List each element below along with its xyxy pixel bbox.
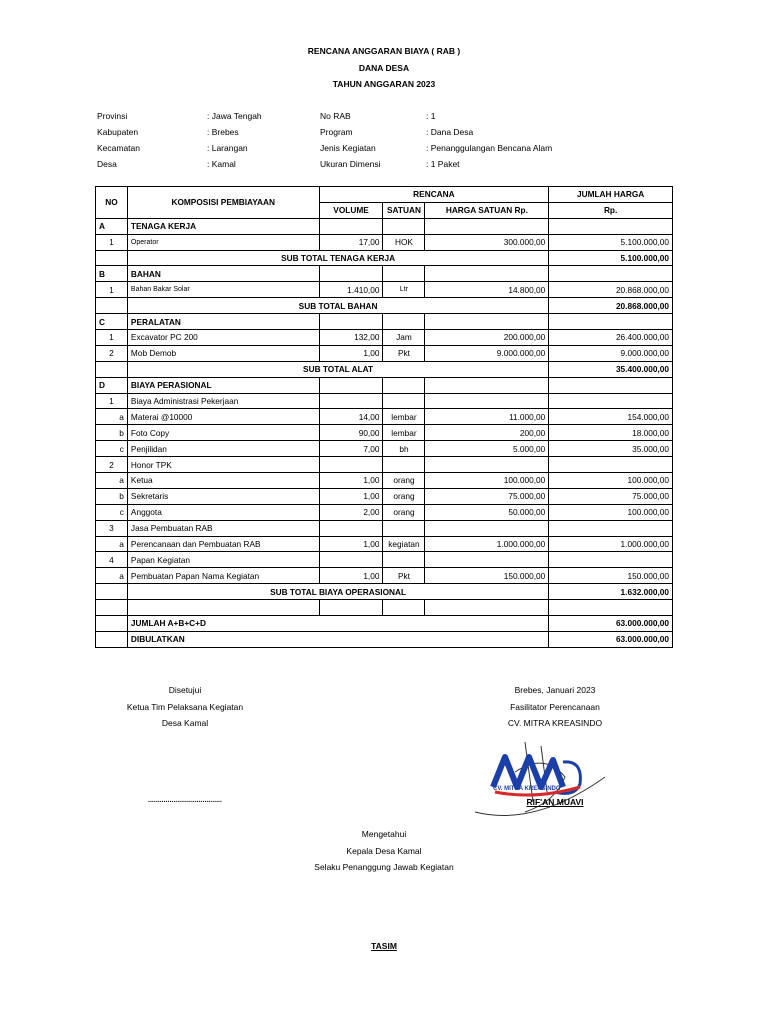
header-rp: Rp. (549, 202, 673, 218)
info-label: Program (320, 127, 353, 137)
section-row (96, 377, 673, 393)
group-no: 3 (96, 520, 128, 536)
item-harga: 14.800,00 (425, 282, 549, 298)
subtotal-label: SUB TOTAL BIAYA OPERASIONAL (127, 584, 548, 600)
item-satuan: orang (383, 488, 425, 504)
item-jumlah: 35.000,00 (549, 441, 673, 457)
item-jumlah: 5.100.000,00 (549, 234, 673, 250)
item-harga: 75.000,00 (425, 488, 549, 504)
item-harga: 200.000,00 (425, 330, 549, 346)
item-sub: b (96, 425, 128, 441)
acknowledged-heading: Mengetahui (361, 829, 407, 839)
stamp-text: CV. MITRA KREASINDO (493, 786, 561, 792)
section-row (96, 218, 673, 234)
header-jumlah: JUMLAH HARGA (549, 187, 673, 203)
item-satuan: kegiatan (383, 536, 425, 552)
item-no: 1 (96, 234, 128, 250)
info-value: : 1 (426, 111, 436, 121)
section-code: B (96, 266, 128, 282)
header-rencana: RENCANA (319, 187, 549, 203)
group-no: 1 (96, 393, 128, 409)
group-name: Papan Kegiatan (127, 552, 319, 568)
item-satuan: lembar (383, 425, 425, 441)
item-harga: 5.000,00 (425, 441, 549, 457)
group-no: 2 (96, 457, 128, 473)
item-satuan: orang (383, 504, 425, 520)
subtotal-row (96, 250, 673, 266)
info-value: : Brebes (207, 127, 239, 137)
item-sub: a (96, 473, 128, 489)
group-name: Biaya Administrasi Pekerjaan (127, 393, 319, 409)
group-row (96, 457, 673, 473)
header-no: NO (96, 187, 128, 219)
item-no: 1 (96, 330, 128, 346)
table-row (96, 330, 673, 346)
subtotal-label: SUB TOTAL TENAGA KERJA (127, 250, 548, 266)
item-volume: 1,00 (319, 473, 383, 489)
group-no: 4 (96, 552, 128, 568)
item-harga: 9.000.000,00 (425, 345, 549, 361)
item-volume: 2,00 (319, 504, 383, 520)
item-name: Penjilidan (127, 441, 319, 457)
rounded-row (96, 631, 673, 647)
facilitator-role: Fasilitator Perencanaan (510, 702, 600, 712)
item-satuan: Pkt (383, 345, 425, 361)
rab-table (95, 186, 673, 648)
item-harga: 200,00 (425, 425, 549, 441)
rounded-value: 63.000.000,00 (549, 631, 673, 647)
section-row (96, 266, 673, 282)
table-row (96, 409, 673, 425)
info-label: Jenis Kegiatan (320, 143, 376, 153)
group-name: Honor TPK (127, 457, 319, 473)
subtotal-value: 20.868.000,00 (549, 298, 673, 314)
facilitator-company: CV. MITRA KREASINDO (507, 718, 603, 728)
section-code: D (96, 377, 128, 393)
item-volume: 1.410,00 (319, 282, 383, 298)
doc-title: RENCANA ANGGARAN BIAYA ( RAB ) (307, 46, 461, 56)
doc-subtitle: DANA DESA (358, 63, 410, 73)
item-volume: 1,00 (319, 488, 383, 504)
item-sub: c (96, 504, 128, 520)
section-code: A (96, 218, 128, 234)
section-name: PERALATAN (127, 314, 319, 330)
approver-role: Ketua Tim Pelaksana Kegiatan (126, 702, 244, 712)
item-jumlah: 9.000.000,00 (549, 345, 673, 361)
item-volume: 1,00 (319, 536, 383, 552)
info-label: Kecamatan (97, 143, 140, 153)
table-row (96, 536, 673, 552)
item-jumlah: 75.000,00 (549, 488, 673, 504)
header-harga: HARGA SATUAN Rp. (425, 202, 549, 218)
subtotal-label: SUB TOTAL ALAT (127, 361, 548, 377)
item-name: Anggota (127, 504, 319, 520)
section-row (96, 314, 673, 330)
item-name: Mob Demob (127, 345, 319, 361)
section-name: BAHAN (127, 266, 319, 282)
item-volume: 132,00 (319, 330, 383, 346)
item-satuan: lembar (383, 409, 425, 425)
item-no: 2 (96, 345, 128, 361)
info-value: : Jawa Tengah (207, 111, 262, 121)
subtotal-row (96, 298, 673, 314)
item-jumlah: 26.400.000,00 (549, 330, 673, 346)
info-label: Ukuran Dimensi (320, 159, 381, 169)
info-label: No RAB (320, 111, 351, 121)
item-jumlah: 18.000,00 (549, 425, 673, 441)
table-row (96, 568, 673, 584)
table-row (96, 425, 673, 441)
village-head-name: TASIM (371, 941, 397, 951)
item-satuan: bh (383, 441, 425, 457)
approver-name-placeholder: ...................................... (148, 797, 222, 804)
subtotal-value: 35.400.000,00 (549, 361, 673, 377)
table-header-row (96, 187, 673, 203)
blank-row (96, 600, 673, 616)
item-name: Excavator PC 200 (127, 330, 319, 346)
item-volume: 1,00 (319, 568, 383, 584)
subtotal-row (96, 584, 673, 600)
item-volume: 1,00 (319, 345, 383, 361)
item-sub: a (96, 536, 128, 552)
approver-heading: Disetujui (168, 685, 202, 695)
item-satuan: orang (383, 473, 425, 489)
info-label: Provinsi (97, 111, 128, 121)
info-label: Kabupaten (97, 127, 139, 137)
info-label: Desa (97, 159, 117, 169)
section-code: C (96, 314, 128, 330)
item-name: Bahan Bakar Solar (127, 282, 319, 298)
item-harga: 1.000.000,00 (425, 536, 549, 552)
item-jumlah: 154.000,00 (549, 409, 673, 425)
item-volume: 14,00 (319, 409, 383, 425)
group-row (96, 520, 673, 536)
item-harga: 100.000,00 (425, 473, 549, 489)
item-satuan: Pkt (383, 568, 425, 584)
item-volume: 7,00 (319, 441, 383, 457)
place-date: Brebes, Januari 2023 (514, 685, 596, 695)
table-row (96, 488, 673, 504)
item-satuan: Ltr (383, 282, 425, 298)
item-jumlah: 150.000,00 (549, 568, 673, 584)
total-label: JUMLAH A+B+C+D (127, 616, 548, 632)
table-row (96, 282, 673, 298)
info-value: : Kamal (207, 159, 236, 169)
table-row (96, 234, 673, 250)
subtotal-label: SUB TOTAL BAHAN (127, 298, 548, 314)
info-value: : 1 Paket (426, 159, 460, 169)
village-head-role: Kepala Desa Kamal (346, 846, 422, 856)
item-volume: 17,00 (319, 234, 383, 250)
facilitator-name: RIF'AN MUAVI (526, 797, 584, 807)
item-name: Sekretaris (127, 488, 319, 504)
table-row (96, 504, 673, 520)
group-row (96, 552, 673, 568)
item-sub: c (96, 441, 128, 457)
item-jumlah: 20.868.000,00 (549, 282, 673, 298)
item-name: Materai @10000 (127, 409, 319, 425)
total-row (96, 616, 673, 632)
section-name: TENAGA KERJA (127, 218, 319, 234)
item-no: 1 (96, 282, 128, 298)
info-value: : Larangan (207, 143, 248, 153)
item-jumlah: 100.000,00 (549, 473, 673, 489)
item-satuan: HOK (383, 234, 425, 250)
group-row (96, 393, 673, 409)
info-value: : Dana Desa (426, 127, 474, 137)
company-stamp-logo (455, 732, 615, 824)
group-name: Jasa Pembuatan RAB (127, 520, 319, 536)
item-volume: 90,00 (319, 425, 383, 441)
item-harga: 300.000,00 (425, 234, 549, 250)
item-jumlah: 1.000.000,00 (549, 536, 673, 552)
subtotal-value: 5.100.000,00 (549, 250, 673, 266)
item-name: Ketua (127, 473, 319, 489)
item-jumlah: 100.000,00 (549, 504, 673, 520)
item-sub: a (96, 409, 128, 425)
item-harga: 150.000,00 (425, 568, 549, 584)
subtotal-row (96, 361, 673, 377)
responsible-role: Selaku Penanggung Jawab Kegiatan (314, 862, 454, 872)
item-harga: 11.000,00 (425, 409, 549, 425)
approver-village: Desa Kamal (161, 718, 209, 728)
item-sub: b (96, 488, 128, 504)
subtotal-value: 1.632.000,00 (549, 584, 673, 600)
table-row (96, 345, 673, 361)
item-sub: a (96, 568, 128, 584)
total-value: 63.000.000,00 (549, 616, 673, 632)
rounded-label: DIBULATKAN (127, 631, 548, 647)
table-row (96, 441, 673, 457)
item-name: Operator (127, 234, 319, 250)
doc-year: TAHUN ANGGARAN 2023 (332, 79, 436, 89)
header-volume: VOLUME (319, 202, 383, 218)
header-satuan: SATUAN (383, 202, 425, 218)
item-harga: 50.000,00 (425, 504, 549, 520)
info-value: : Penanggulangan Bencana Alam (426, 143, 553, 153)
item-satuan: Jam (383, 330, 425, 346)
item-name: Foto Copy (127, 425, 319, 441)
section-name: BIAYA PERASIONAL (127, 377, 319, 393)
table-row (96, 473, 673, 489)
item-name: Perencanaan dan Pembuatan RAB (127, 536, 319, 552)
item-name: Pembuatan Papan Nama Kegiatan (127, 568, 319, 584)
header-komposisi: KOMPOSISI PEMBIAYAAN (127, 187, 319, 219)
